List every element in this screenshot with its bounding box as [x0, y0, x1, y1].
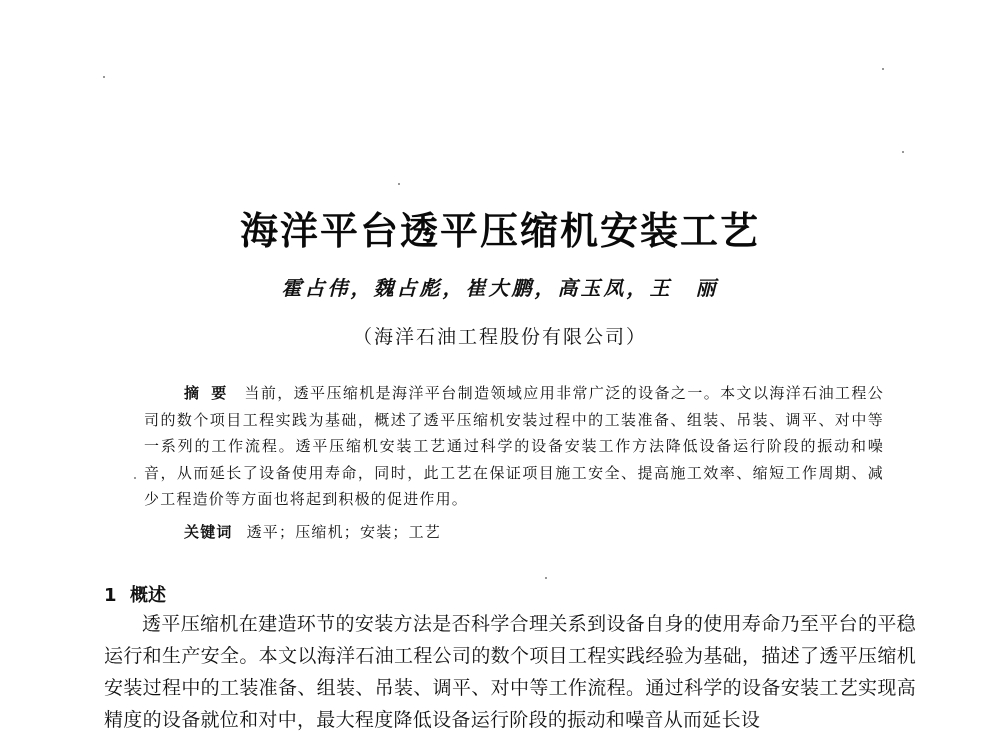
- abstract-label: 摘要: [184, 384, 239, 402]
- paper-title: 海洋平台透平压缩机安装工艺: [239, 209, 760, 253]
- scan-speck: [398, 183, 400, 185]
- scan-speck: [545, 577, 547, 579]
- scan-speck: [902, 151, 904, 153]
- author-list: 霍占伟，魏占彪，崔大鹏，高玉凤，王 丽: [281, 276, 719, 300]
- keywords-label: 关键词: [184, 523, 233, 541]
- abstract: [144, 380, 884, 513]
- keywords-text: 透平；压缩机；安装；工艺: [246, 523, 442, 541]
- scan-speck: [882, 68, 884, 70]
- abstract-text: 当前，透平压缩机是海洋平台制造领域应用非常广泛的设备之一。本文以海洋石油工程公司的数个项目工程实践为基础，概述了透平压缩机安装过程中的工装准备、组装、吊装、调平、对中等一系列的工作流程。透平压缩机安装工艺通过科学的设备安装工作方法降低设备运行阶段的振动和噪音，从而延长了设备使用寿命，同时，此工艺在保证项目施工安全、提高施工效率、缩短工作周期、减少工程造价等方面也将起到积极的促进作用。: [144, 384, 884, 508]
- section-number: 1: [104, 585, 117, 606]
- scan-speck: [103, 76, 105, 78]
- keywords: [184, 521, 441, 542]
- section-heading: [104, 581, 166, 607]
- section-title: 概述: [130, 585, 166, 606]
- section-body-text: 透平压缩机在建造环节的安装方法是否科学合理关系到设备自身的使用寿命乃至平台的平稳运行和生产安全。本文以海洋石油工程公司的数个项目工程实践经验为基础，描述了透平压缩机安装过程中的工装准备、组装、吊装、调平、对中等工作流程。通过科学的设备安装工艺实现高精度的设备就位和对中，最大程度降低设备运行阶段的振动和噪音从而延长设: [104, 613, 916, 731]
- affiliation: （海洋石油工程股份有限公司）: [352, 326, 647, 348]
- scan-speck: [134, 477, 136, 479]
